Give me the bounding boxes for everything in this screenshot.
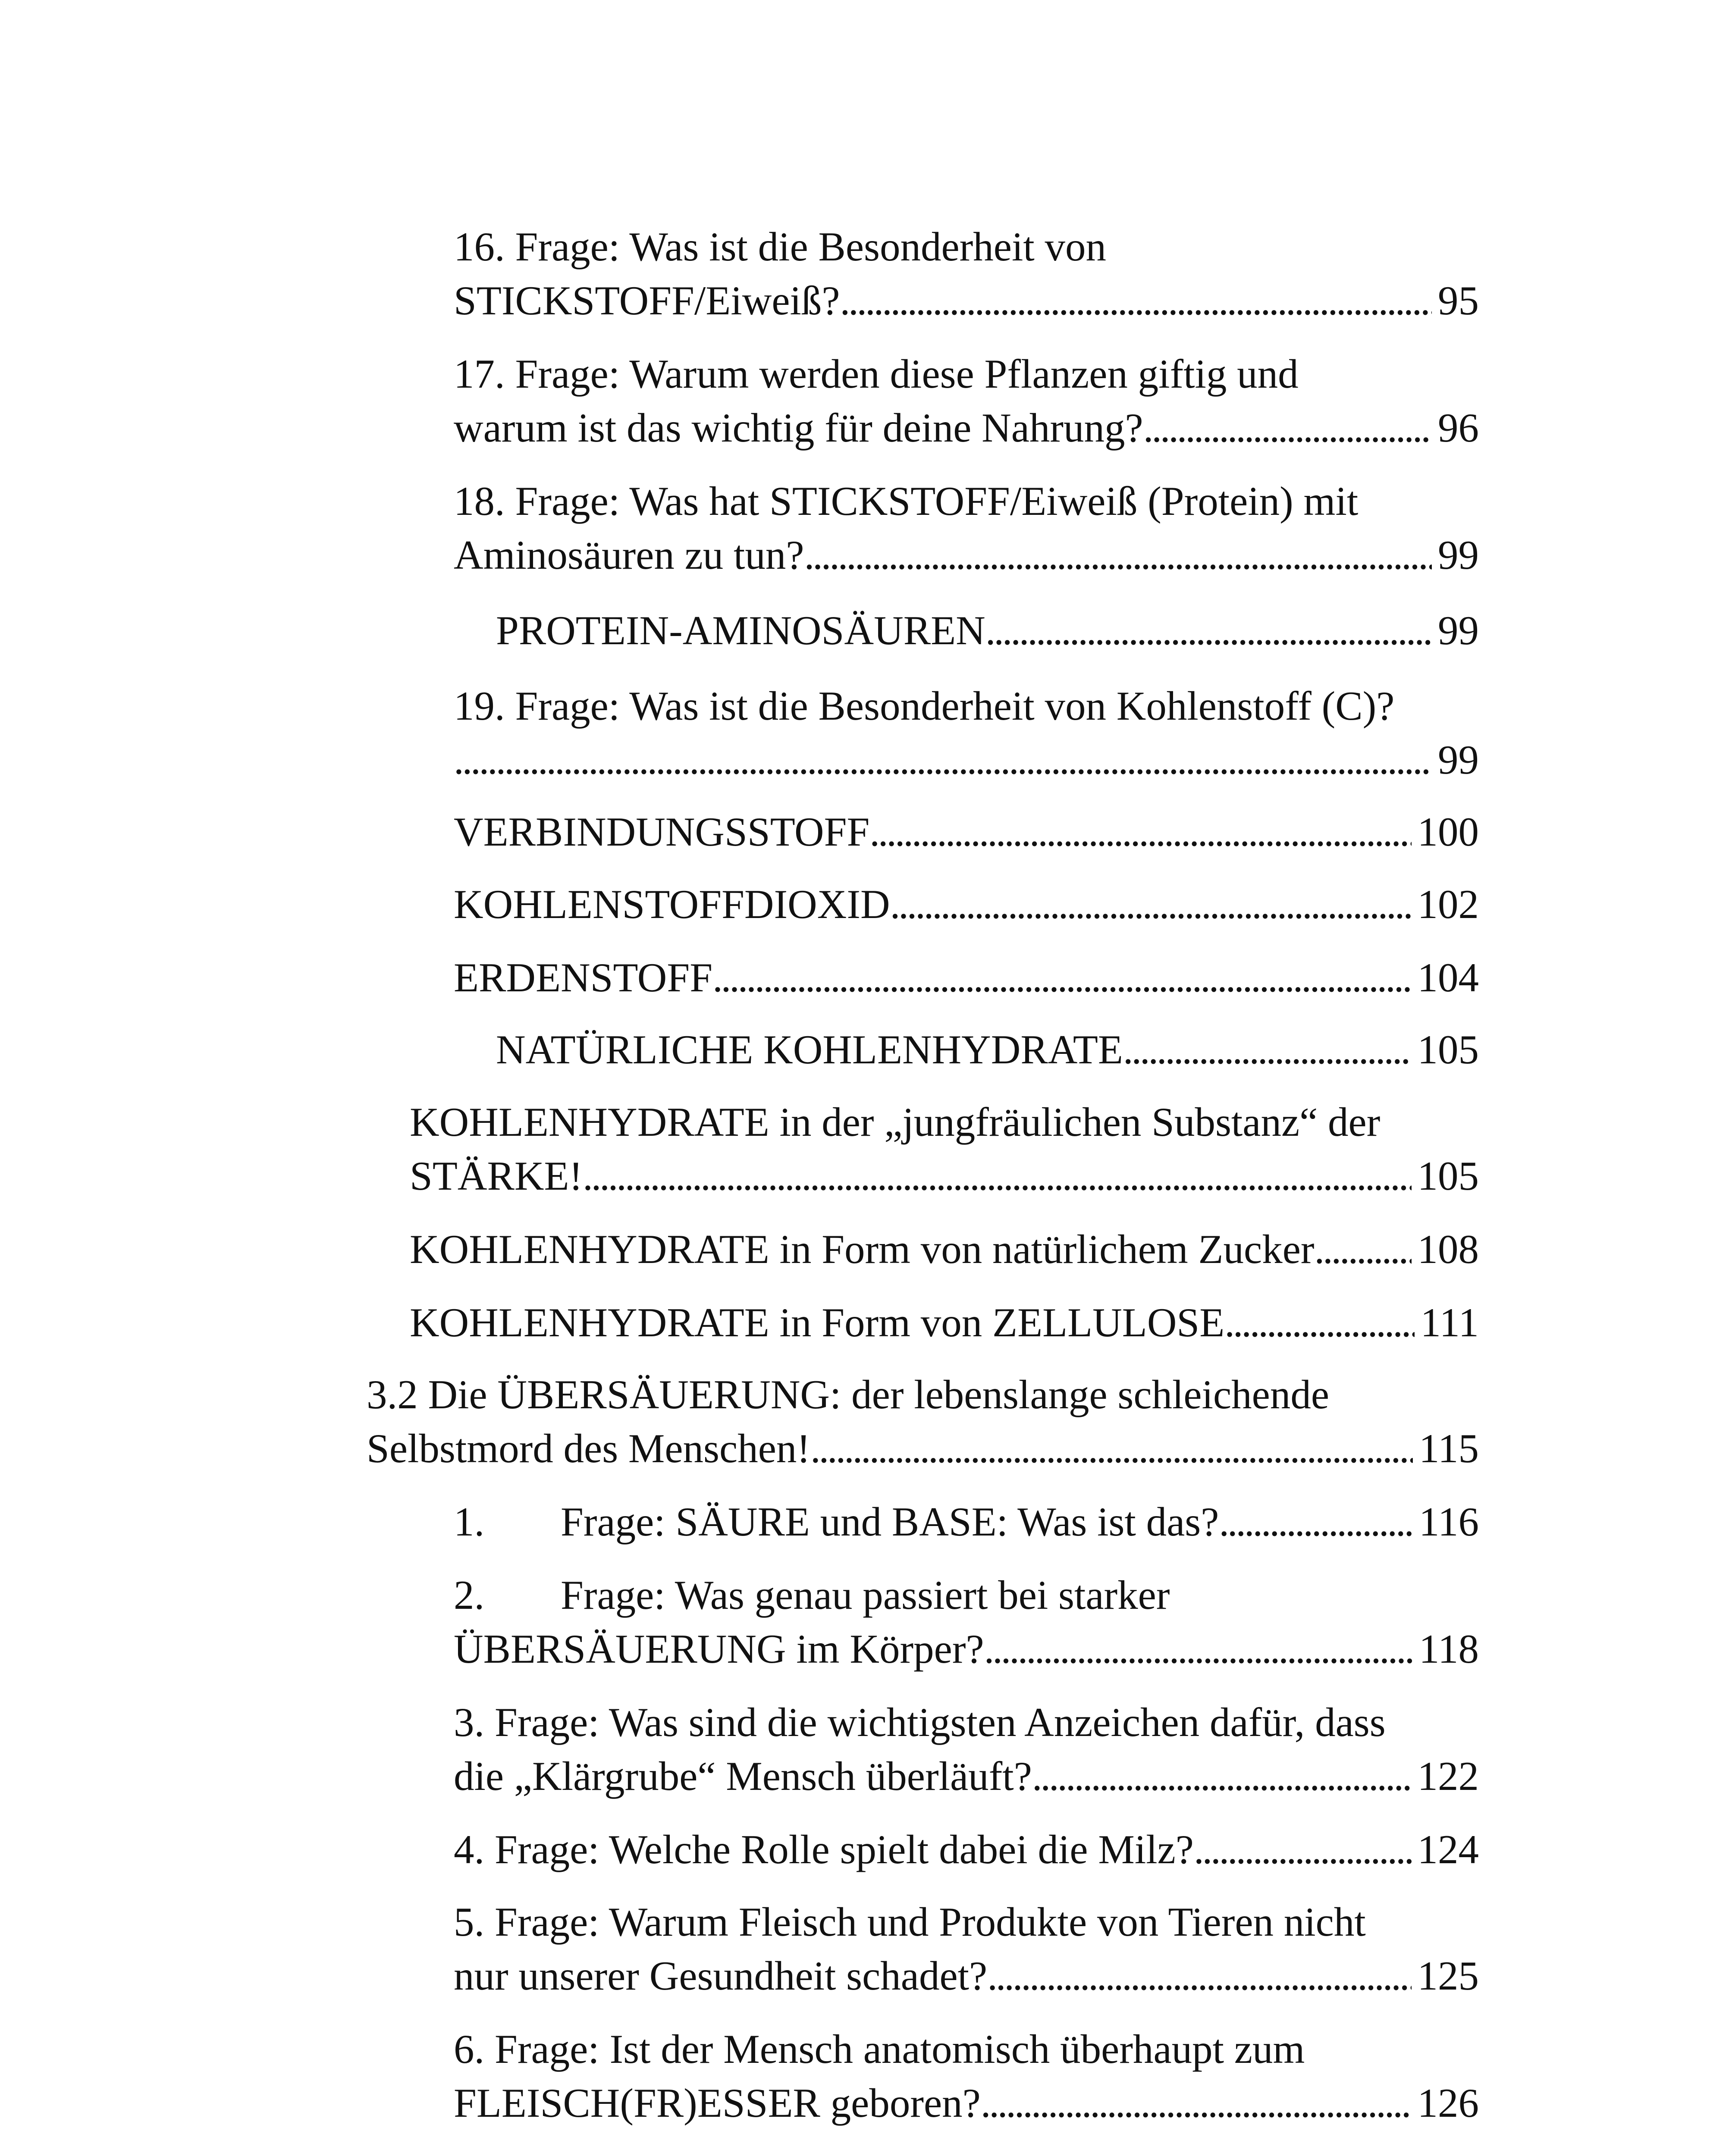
dot-leader <box>987 1949 1411 2003</box>
toc-page-number: 125 <box>1417 1953 1479 1999</box>
toc-entry[interactable] <box>454 877 1479 931</box>
toc-entry-text: 4. Frage: Welche Rolle spielt dabei die Milz? <box>454 1827 1194 1872</box>
toc-page-number: 115 <box>1419 1426 1479 1471</box>
toc-entry-text: FLEISCH(FR)ESSER geboren? <box>454 2080 981 2126</box>
dot-leader <box>890 877 1412 931</box>
toc-entry[interactable] <box>454 679 1479 787</box>
toc-page-number: 95 <box>1438 278 1479 323</box>
toc-entry-text: KOHLENHYDRATE in Form von ZELLULOSE <box>410 1300 1225 1345</box>
toc-entry-text: ERDENSTOFF <box>454 955 713 1000</box>
dot-leader <box>981 2076 1412 2130</box>
toc-entry-text: 19. Frage: Was ist die Besonderheit von Kohlenstoff (C)? <box>454 683 1395 729</box>
toc-entry-text: Aminosäuren zu tun? <box>454 532 804 578</box>
toc-entry-text: nur unserer Gesundheit schadet? <box>454 1953 988 1999</box>
dot-leader <box>1123 1023 1412 1077</box>
toc-entry[interactable] <box>454 1568 1479 1676</box>
toc-entry-text: ÜBERSÄUERUNG im Körper? <box>454 1626 984 1672</box>
toc-entry-number: 1. <box>454 1499 485 1545</box>
toc-page-number: 99 <box>1438 737 1479 783</box>
toc-page-number: 105 <box>1417 1153 1479 1199</box>
toc-page-number: 96 <box>1438 405 1479 451</box>
toc-entry-text: STÄRKE! <box>410 1153 583 1199</box>
dot-leader <box>869 805 1411 859</box>
toc-entry[interactable] <box>367 1368 1479 1476</box>
toc-page-number: 126 <box>1417 2080 1479 2126</box>
toc-entry-text: STICKSTOFF/Eiweiß? <box>454 278 840 323</box>
toc-entry-text: Frage: SÄURE und BASE: Was ist das? <box>561 1499 1219 1545</box>
dot-leader <box>1032 1749 1412 1803</box>
toc-page-number: 118 <box>1419 1626 1479 1672</box>
toc-page-number: 105 <box>1417 1027 1479 1072</box>
dot-leader <box>804 528 1432 582</box>
toc-entry[interactable] <box>454 1895 1479 2003</box>
toc-entry-text: Frage: Was genau passiert bei starker <box>561 1572 1170 1618</box>
toc-entry[interactable] <box>410 1095 1479 1203</box>
toc-entry[interactable] <box>454 220 1479 328</box>
toc-entry-text: KOHLENHYDRATE in Form von natürlichem Zucker <box>410 1226 1315 1272</box>
dot-leader <box>984 1622 1413 1676</box>
toc-entry[interactable] <box>454 1695 1479 1803</box>
toc-entry-text: die „Klärgrube“ Mensch überläuft? <box>454 1753 1032 1799</box>
toc-page-number: 108 <box>1417 1226 1479 1272</box>
dot-leader <box>1315 1222 1412 1276</box>
dot-leader <box>1224 1296 1414 1350</box>
toc-entry[interactable] <box>454 474 1479 582</box>
toc-page-number: 102 <box>1417 881 1479 927</box>
toc-entry-text: 16. Frage: Was ist die Besonderheit von <box>454 224 1106 270</box>
toc-entry-text: NATÜRLICHE KOHLENHYDRATE <box>496 1027 1123 1072</box>
toc-entry-text: VERBINDUNGSSTOFF <box>454 809 870 855</box>
toc-entry[interactable] <box>410 1296 1479 1350</box>
dot-leader <box>1143 401 1432 455</box>
toc-entry[interactable] <box>454 805 1479 859</box>
toc-entry[interactable] <box>454 347 1479 455</box>
toc-entry-text: 3. Frage: Was sind die wichtigsten Anzeichen dafür, dass <box>454 1699 1386 1745</box>
toc-page-number: 111 <box>1420 1300 1479 1345</box>
toc-entry-text: KOHLENHYDRATE in der „jungfräulichen Substanz“ der <box>410 1099 1381 1145</box>
toc-entry-text: 18. Frage: Was hat STICKSTOFF/Eiweiß (Protein) mit <box>454 478 1359 524</box>
toc-page-number: 104 <box>1417 955 1479 1000</box>
dot-leader <box>1194 1823 1412 1877</box>
dot-leader <box>454 733 1432 787</box>
toc-entry[interactable] <box>410 1222 1479 1276</box>
toc-entry-text: 17. Frage: Warum werden diese Pflanzen giftig und <box>454 351 1299 397</box>
toc-entry[interactable] <box>454 2022 1479 2130</box>
toc-page-number: 99 <box>1438 532 1479 578</box>
toc-page-number: 124 <box>1417 1827 1479 1872</box>
dot-leader <box>985 604 1432 658</box>
toc-entry-text: PROTEIN-AMINOSÄUREN <box>496 608 985 653</box>
dot-leader <box>840 274 1432 328</box>
toc-page-number: 100 <box>1417 809 1479 855</box>
toc-entry-text: 6. Frage: Ist der Mensch anatomisch überhaupt zum <box>454 2026 1305 2072</box>
toc-entry-text: KOHLENSTOFFDIOXID <box>454 881 890 927</box>
dot-leader <box>1219 1495 1413 1549</box>
toc-entry[interactable] <box>454 1823 1479 1877</box>
dot-leader <box>810 1422 1413 1476</box>
dot-leader <box>583 1149 1411 1203</box>
toc-entry[interactable] <box>454 1495 1479 1549</box>
toc-entry-text: 5. Frage: Warum Fleisch und Produkte von Tieren nicht <box>454 1899 1366 1945</box>
toc-entry-number: 2. <box>454 1572 485 1618</box>
toc-entry[interactable] <box>496 1023 1479 1077</box>
toc-page-number: 116 <box>1419 1499 1479 1545</box>
toc-entry-text: 3.2 Die ÜBERSÄUERUNG: der lebenslange schleichende <box>367 1372 1329 1417</box>
toc-entry-text: Selbstmord des Menschen! <box>367 1426 810 1471</box>
toc-page-number: 99 <box>1438 608 1479 653</box>
toc-entry-text: warum ist das wichtig für deine Nahrung? <box>454 405 1143 451</box>
toc-entry[interactable] <box>496 604 1479 658</box>
toc-entry[interactable] <box>454 951 1479 1005</box>
dot-leader <box>712 951 1411 1005</box>
toc-page-number: 122 <box>1417 1753 1479 1799</box>
